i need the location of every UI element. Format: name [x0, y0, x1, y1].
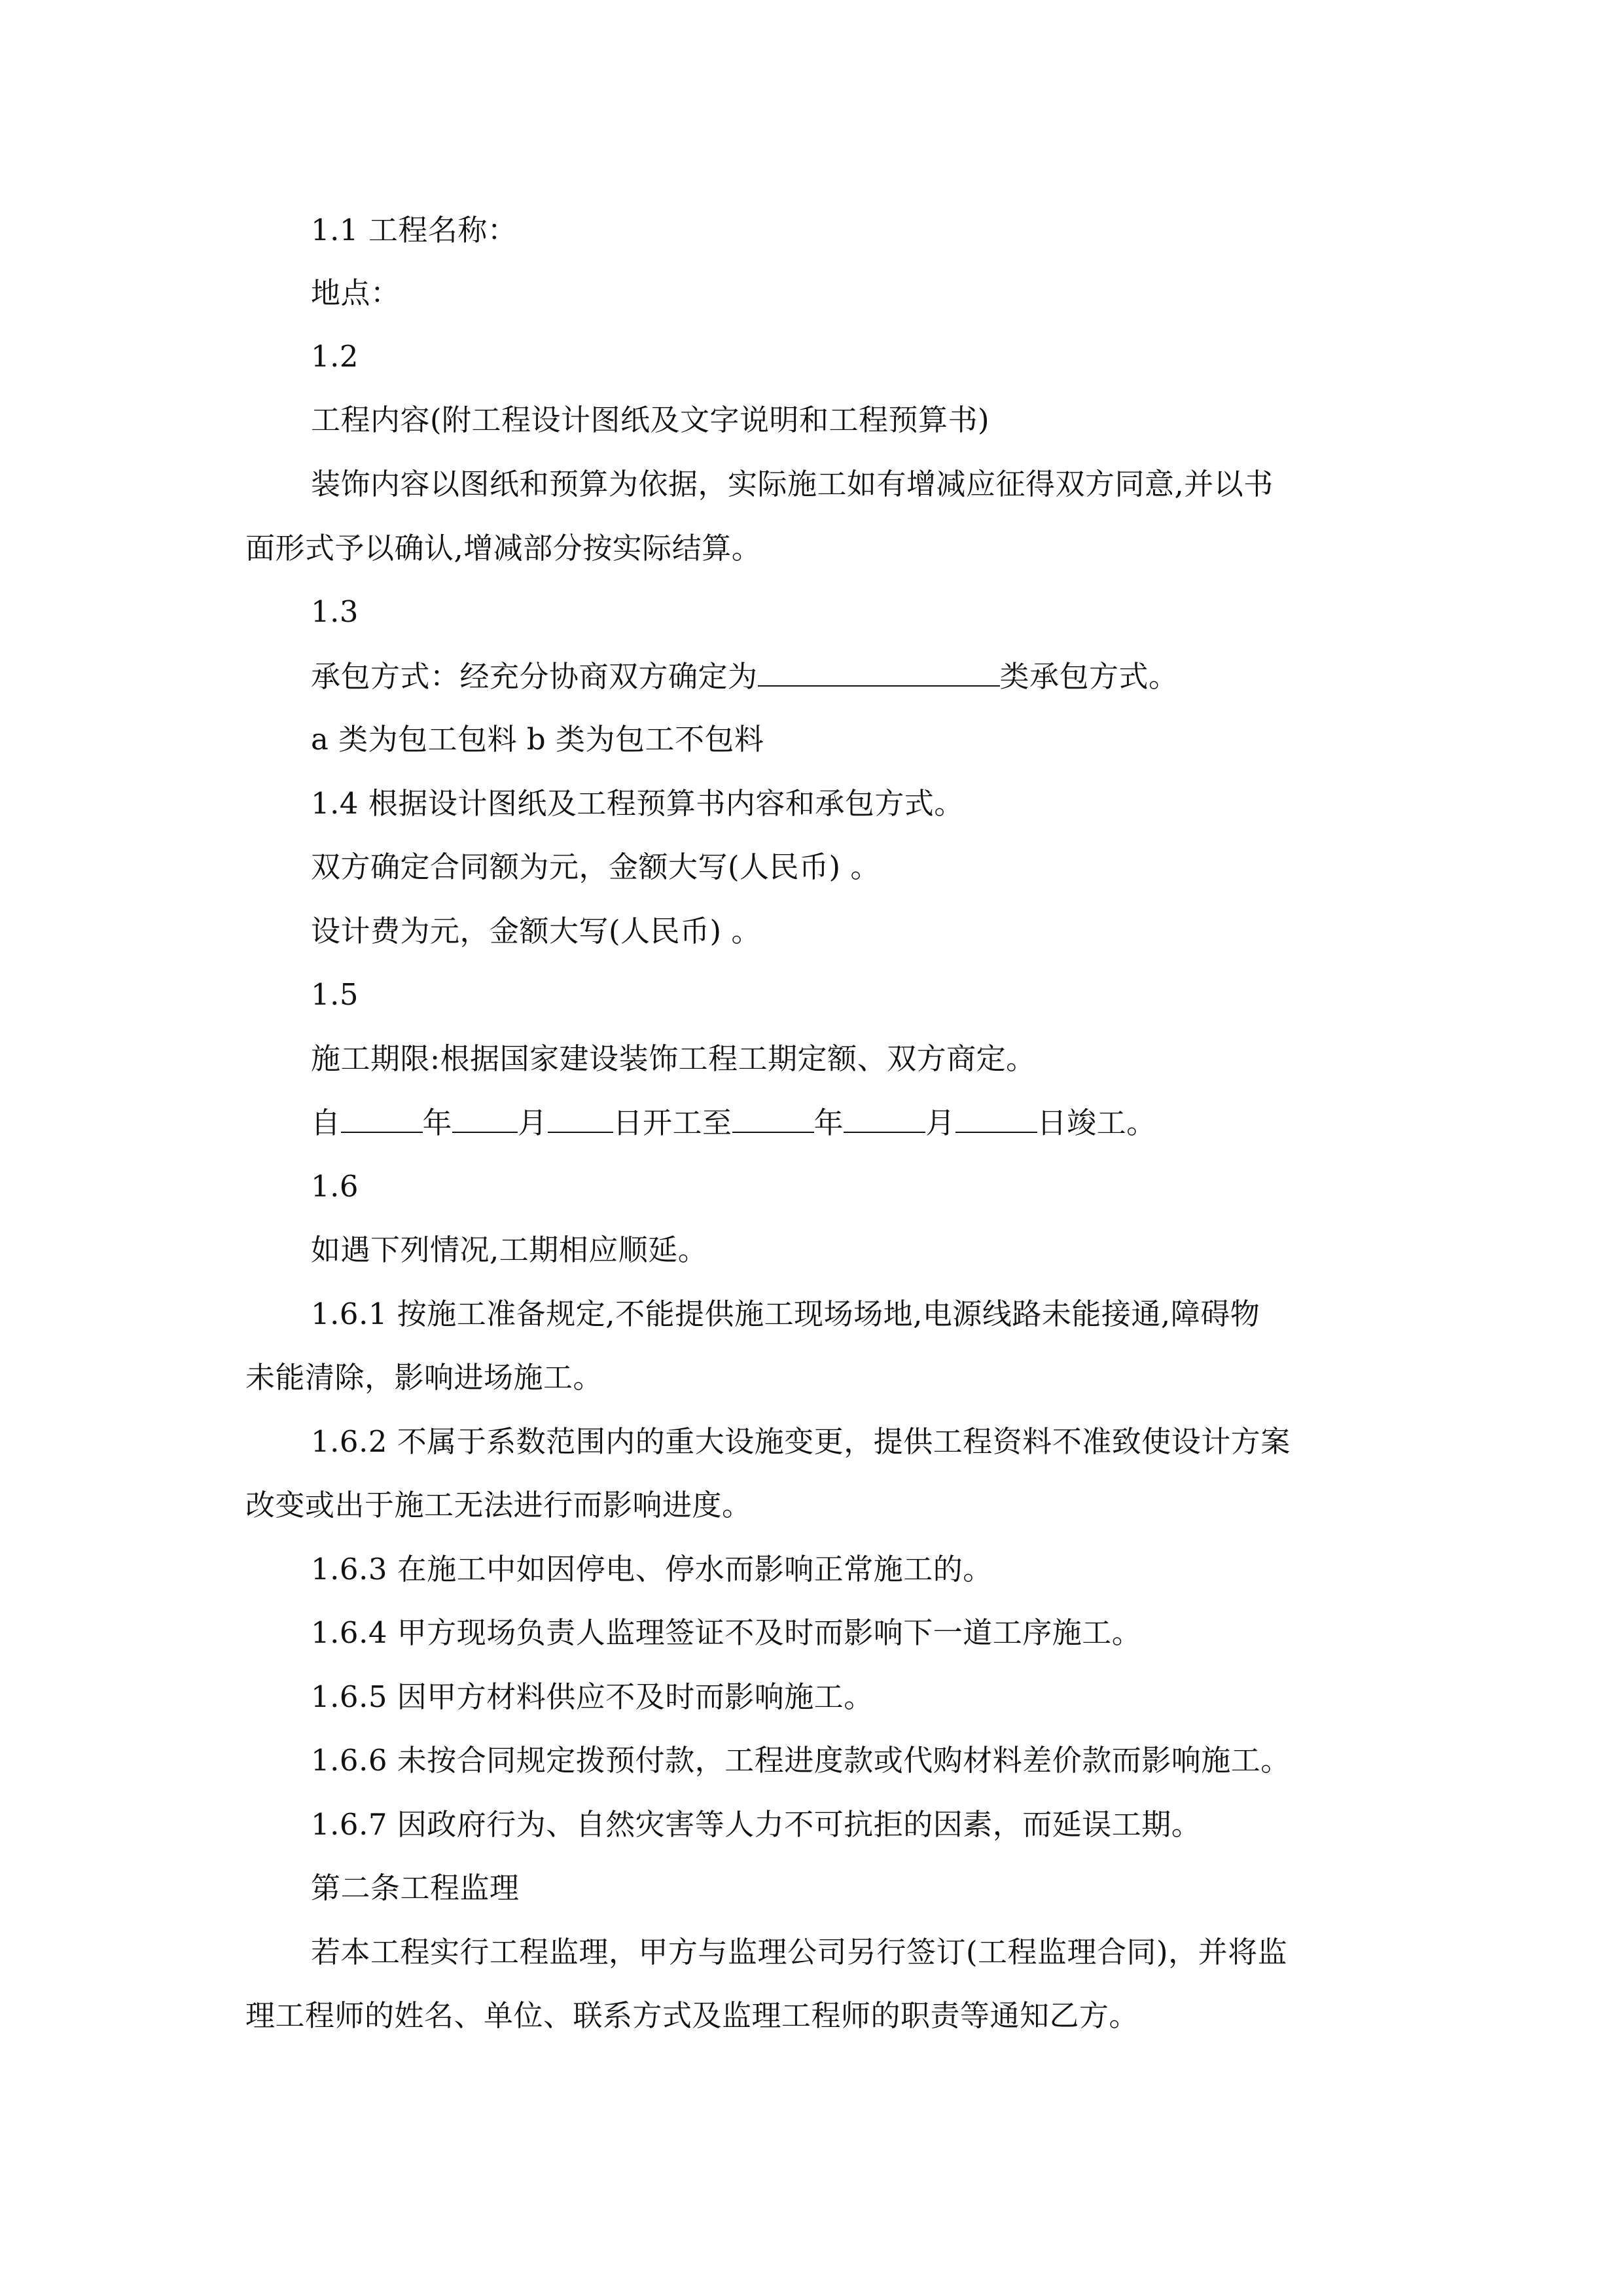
- construction-period-line: 施工期限:根据国家建设装饰工程工期定额、双方商定。: [311, 1041, 1036, 1076]
- end-month-blank: [844, 1103, 925, 1133]
- location-label: 地点：: [311, 276, 401, 310]
- clause-1-5-number: 1.5: [311, 977, 359, 1012]
- article-2-heading: 第二条工程监理: [311, 1871, 520, 1905]
- end-day-label: 日竣工。: [1037, 1105, 1156, 1140]
- supervision-line-1: 若本工程实行工程监理，甲方与监理公司另行签订(工程监理合同)，并将监: [311, 1935, 1288, 1969]
- design-fee-line: 设计费为元，金额大写(人民币) 。: [311, 914, 761, 948]
- clause-1-6-number: 1.6: [311, 1169, 359, 1204]
- clause-1-6-2-line-1: 1.6.2 不属于系数范围内的重大设施变更，提供工程资料不准致使设计方案: [311, 1424, 1291, 1459]
- clause-1-6-3: 1.6.3 在施工中如因停电、停水而影响正常施工的。: [311, 1552, 993, 1587]
- decoration-content-line-2: 面形式予以确认,增减部分按实际结算。: [245, 531, 762, 565]
- schedule-dates-line: [311, 1103, 1156, 1143]
- end-year-label: 年: [813, 1105, 844, 1140]
- contract-method-text: 承包方式：经充分协商双方确定为: [311, 659, 758, 694]
- end-month-label: 月: [925, 1105, 955, 1140]
- end-year-blank: [732, 1103, 814, 1133]
- contract-amount-line: 双方确定合同额为元，金额大写(人民币) 。: [311, 850, 880, 884]
- clause-1-6-4: 1.6.4 甲方现场负责人监理签证不及时而影响下一道工序施工。: [311, 1615, 1142, 1650]
- clause-1-6-5: 1.6.5 因甲方材料供应不及时而影响施工。: [311, 1679, 874, 1714]
- start-month-blank: [452, 1103, 518, 1133]
- clause-1-6-2-line-2: 改变或出于施工无法进行而影响进度。: [245, 1488, 752, 1522]
- clause-1-3-number: 1.3: [311, 594, 359, 629]
- contract-method-line: [311, 656, 1179, 696]
- start-month-label: 月: [518, 1105, 548, 1140]
- start-day-blank: [548, 1103, 613, 1133]
- supervision-line-2: 理工程师的姓名、单位、联系方式及监理工程师的职责等通知乙方。: [245, 1998, 1139, 2033]
- delay-conditions-line: 如遇下列情况,工期相应顺延。: [311, 1232, 708, 1267]
- start-year-label: 年: [422, 1105, 453, 1140]
- decoration-content-line-1: 装饰内容以图纸和预算为依据，实际施工如有增减应征得双方同意,并以书: [311, 467, 1274, 501]
- schedule-from: 自: [311, 1105, 341, 1140]
- clause-1-4-line: 1.4 根据设计图纸及工程预算书内容和承包方式。: [311, 786, 964, 821]
- clause-1-1-project-name: 1.1 工程名称：: [311, 213, 518, 247]
- project-content-line: 工程内容(附工程设计图纸及文字说明和工程预算书): [311, 403, 990, 437]
- clause-1-6-7: 1.6.7 因政府行为、自然灾害等人力不可抗拒的因素，而延误工期。: [311, 1807, 1202, 1842]
- contract-type-blank: [758, 656, 1000, 687]
- end-day-blank: [955, 1103, 1037, 1133]
- clause-1-6-1-line-2: 未能清除，影响进场施工。: [245, 1360, 603, 1395]
- clause-1-2-number: 1.2: [311, 339, 359, 374]
- contract-type-options: a 类为包工包料 b 类为包工不包料: [311, 722, 764, 757]
- clause-1-6-6: 1.6.6 未按合同规定拨预付款，工程进度款或代购材料差价款而影响施工。: [311, 1743, 1291, 1778]
- clause-1-6-1-line-1: 1.6.1 按施工准备规定,不能提供施工现场场地,电源线路未能接通,障碍物: [311, 1297, 1260, 1331]
- start-day-label: 日开工至: [613, 1105, 732, 1140]
- contract-method-suffix: 类承包方式。: [999, 659, 1179, 694]
- start-year-blank: [341, 1103, 423, 1133]
